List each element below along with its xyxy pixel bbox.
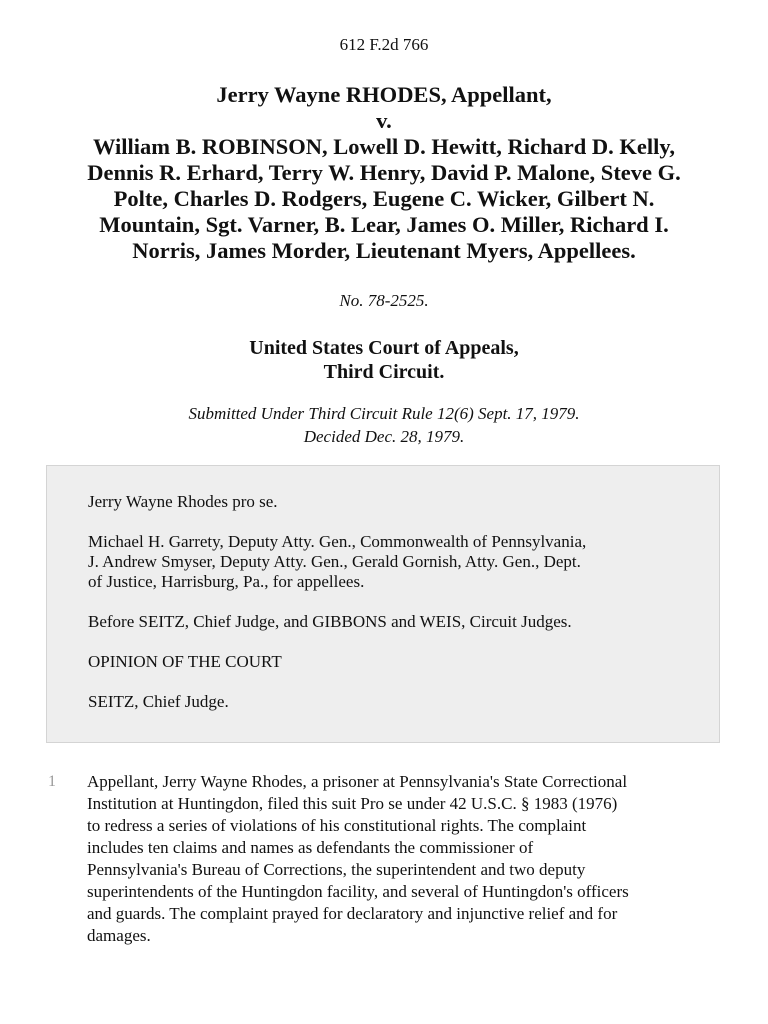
paragraph-number: 1 <box>48 773 56 790</box>
paragraph-line: Institution at Huntingdon, filed this suit Pro se under 42 U.S.C. § 1983 (1976) <box>87 794 618 813</box>
appellees-counsel-line: of Justice, Harrisburg, Pa., for appellees. <box>88 572 365 591</box>
paragraph-line: Appellant, Jerry Wayne Rhodes, a prisoner at Pennsylvania's State Correctional <box>87 772 628 791</box>
paragraph-line: includes ten claims and names as defendants the commissioner of <box>87 838 534 857</box>
submitted-date: Submitted Under Third Circuit Rule 12(6) Sept. 17, 1979. <box>188 404 580 423</box>
paragraph-line: superintendents of the Huntingdon facility, and several of Huntingdon's officers <box>87 882 629 901</box>
opinion-heading: OPINION OF THE COURT <box>88 652 282 671</box>
caption-appellees-line: Dennis R. Erhard, Terry W. Henry, David P. Malone, Steve G. <box>87 160 681 185</box>
paragraph-line: Pennsylvania's Bureau of Corrections, the superintendent and two deputy <box>87 860 586 879</box>
caption-appellees-line: Norris, James Morder, Lieutenant Myers, Appellees. <box>132 238 636 263</box>
opinion-author: SEITZ, Chief Judge. <box>88 692 229 711</box>
case-dates <box>0 402 768 448</box>
caption-appellees-line: William B. ROBINSON, Lowell D. Hewitt, Richard D. Kelly, <box>92 134 676 159</box>
judges-panel: Before SEITZ, Chief Judge, and GIBBONS and WEIS, Circuit Judges. <box>88 612 572 631</box>
counsel-box <box>46 465 720 743</box>
caption-appellees-line: Mountain, Sgt. Varner, B. Lear, James O. Miller, Richard I. <box>99 212 669 237</box>
paragraph-line: to redress a series of violations of his constitutional rights. The complaint <box>87 816 587 835</box>
paragraph-text <box>87 771 737 947</box>
appellees-counsel-line: Michael H. Garrety, Deputy Atty. Gen., Commonwealth of Pennsylvania, <box>88 532 587 551</box>
appellees-counsel <box>88 532 719 592</box>
appellees-counsel-line: J. Andrew Smyser, Deputy Atty. Gen., Gerald Gornish, Atty. Gen., Dept. <box>88 552 581 571</box>
docket-number: No. 78-2525. <box>339 291 429 310</box>
appellant-counsel: Jerry Wayne Rhodes pro se. <box>88 492 278 511</box>
paragraph-line: damages. <box>87 926 151 945</box>
citation: 612 F.2d 766 <box>339 35 429 54</box>
case-caption <box>40 82 728 264</box>
court-name <box>0 336 768 384</box>
caption-versus: v. <box>376 108 392 133</box>
court-name-line: United States Court of Appeals, <box>249 337 519 359</box>
caption-appellant: Jerry Wayne RHODES, Appellant, <box>216 82 552 107</box>
paragraph-line: and guards. The complaint prayed for declaratory and injunctive relief and for <box>87 904 618 923</box>
caption-appellees-line: Polte, Charles D. Rodgers, Eugene C. Wicker, Gilbert N. <box>113 186 655 211</box>
decided-date: Decided Dec. 28, 1979. <box>303 427 465 446</box>
court-circuit-line: Third Circuit. <box>323 361 445 383</box>
